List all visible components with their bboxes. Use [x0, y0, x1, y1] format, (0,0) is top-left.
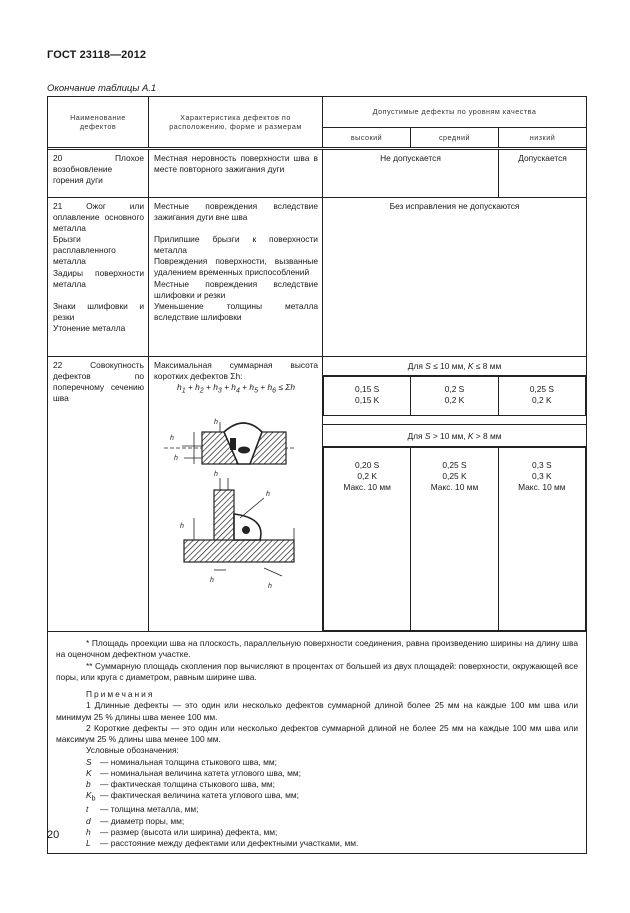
c1-high-k: 0,15 K — [355, 395, 380, 406]
row22-values-1 — [323, 376, 586, 416]
row21-desc-2: Прилипшие брызги к поверхности металла — [154, 234, 318, 256]
row20-low: Допускается — [499, 150, 587, 198]
svg-text:h: h — [210, 577, 214, 585]
c2-high-k: 0,2 K — [357, 471, 377, 482]
row22-desc: Максимальная суммарная высота коротких дефектов Σh: — [154, 360, 318, 382]
header-low: низкий — [499, 128, 587, 148]
c1-high-s: 0,15 S — [355, 384, 380, 395]
c1-medium-s: 0,2 S — [444, 384, 465, 395]
fillet-weld-drawing — [180, 471, 294, 590]
c1-low-s: 0,25 S — [529, 384, 554, 395]
row21-desc-5: Уменьшение толщины металла вследствие шлифовки — [154, 300, 318, 322]
c1-low-k: 0,2 K — [532, 395, 552, 406]
note-2: 2 Короткие дефекты — это один или несколько дефектов суммарной длиной не более 25 мм на каждые 100 мм шва или максимум 25 % длины шва менее 100 мм. — [56, 722, 579, 745]
c1-medium-k: 0,2 K — [444, 395, 465, 406]
symbol-row: h — размер (высота или ширина) дефекта, мм; — [86, 826, 278, 837]
header-defect-name: Наименование дефектов — [48, 97, 149, 148]
notes-title: Примечания — [86, 689, 155, 700]
row21-all-levels: Без исправления не допускаются — [323, 198, 587, 357]
table-caption: Окончание таблицы А.1 — [47, 83, 157, 94]
row22-values — [323, 357, 587, 632]
row21-desc-4: Местные повреждения вследствие шлифовки и резки — [154, 278, 318, 300]
row21-name-1: 21 Ожог или оплавление основного металла — [53, 201, 144, 234]
row21-desc-3: Повреждения поверхности, вызванные удалением временных приспособлений — [154, 256, 318, 278]
c2-medium-k: 0,25 K — [442, 471, 467, 482]
header-high: высокий — [323, 128, 411, 148]
svg-text:h: h — [214, 419, 218, 427]
notes-cell — [48, 632, 587, 854]
weld-cross-section-figure — [154, 398, 318, 598]
symbol-row: b — фактическая толщина стыкового шва, мм; — [86, 779, 275, 790]
row21-name-3: Задиры поверхности металла — [53, 267, 144, 289]
svg-text:h: h — [174, 455, 178, 463]
table-row — [48, 150, 587, 198]
row22-name: 22 Совокупность дефектов по поперечному сечению шва — [48, 357, 149, 632]
svg-text:h: h — [170, 435, 174, 443]
row20-name: 20 Плохое возобновление горения дуги — [48, 150, 149, 198]
symbol-row: S — номинальная толщина стыкового шва, мм; — [86, 756, 277, 767]
note-1: 1 Длинные дефекты — это один или несколько дефектов суммарной длиной более 25 мм на каждые 100 мм шва или минимум 25 % длины шва менее 100 мм. — [56, 700, 579, 722]
symbol-row: t — толщина металла, мм; — [86, 804, 199, 815]
footnote-1: * Площадь проекции шва на плоскость, параллельную поверхности соединения, равна произведению ширины на длину шва на оценочном дефектном участке. — [56, 638, 579, 660]
defects-table — [47, 96, 587, 854]
row21-descs — [149, 198, 323, 357]
c2-high-max: Макс. 10 мм — [343, 482, 391, 493]
butt-weld-drawing — [164, 419, 294, 464]
c2-low-k: 0,3 K — [532, 471, 552, 482]
footnote-2: ** Суммарную площадь скопления пор вычисляют в процентах от большей из двух площадей: поверхности, окружающей все поры, или круга с диаметром, равным ширине шва. — [56, 660, 579, 682]
table-row — [48, 357, 587, 632]
c2-low-s: 0,3 S — [532, 460, 552, 471]
row21-name-4: Знаки шлифовки и резки — [53, 300, 144, 322]
row22-values-2 — [323, 447, 586, 631]
svg-text:h: h — [214, 471, 218, 479]
svg-text:h: h — [268, 583, 272, 591]
row22-desc-cell — [149, 357, 323, 632]
row20-high-medium: Не допускается — [323, 150, 499, 198]
notes-row — [48, 632, 587, 854]
legend-title: Условные обозначения: — [86, 745, 179, 756]
symbol-row: K — номинальная величина катета углового шва, мм; — [86, 767, 302, 778]
header-medium: средний — [411, 128, 499, 148]
page-number: 20 — [47, 829, 60, 841]
row21-name-2: Брызги расплавленного металла — [53, 234, 116, 267]
row21-names — [48, 198, 149, 357]
c2-medium-s: 0,25 S — [442, 460, 467, 471]
c2-medium-max: Макс. 10 мм — [430, 482, 479, 493]
symbol-row: $K_b$ — фактическая величина катета углового шва, мм; — [86, 790, 300, 804]
c2-low-max: Макс. 10 мм — [518, 482, 566, 493]
symbol-row: L — расстояние между дефектами или дефектными участками, мм. — [86, 838, 359, 849]
symbol-row: d — диаметр поры, мм; — [86, 815, 185, 826]
document-header: ГОСТ 23118—2012 — [47, 49, 147, 61]
row21-desc-1: Местные повреждения вследствие зажигания дуги вне шва — [154, 201, 318, 223]
header-defect-characteristic: Характеристика дефектов по расположению, форме и размерам — [149, 97, 323, 148]
table-row — [48, 198, 587, 357]
row22-cond2: Для S > 10 мм, K > 8 мм — [323, 424, 586, 447]
svg-text:h: h — [180, 523, 184, 531]
row22-cond1: Для S ≤ 10 мм, K ≤ 8 мм — [323, 357, 586, 376]
svg-text:h: h — [266, 491, 270, 499]
row21-name-5: Утонение металла — [53, 322, 126, 333]
row22-formula: $h_1 + h_2 + h_3 + h_4 + h_5 + h_6 \le \Sigma h$ — [177, 382, 295, 395]
c2-high-s: 0,20 S — [355, 460, 380, 471]
row20-desc: Местная неровность поверхности шва в месте повторного зажигания дуги — [149, 150, 323, 198]
header-quality-levels: Допустимые дефекты по уровням качества — [323, 97, 587, 128]
